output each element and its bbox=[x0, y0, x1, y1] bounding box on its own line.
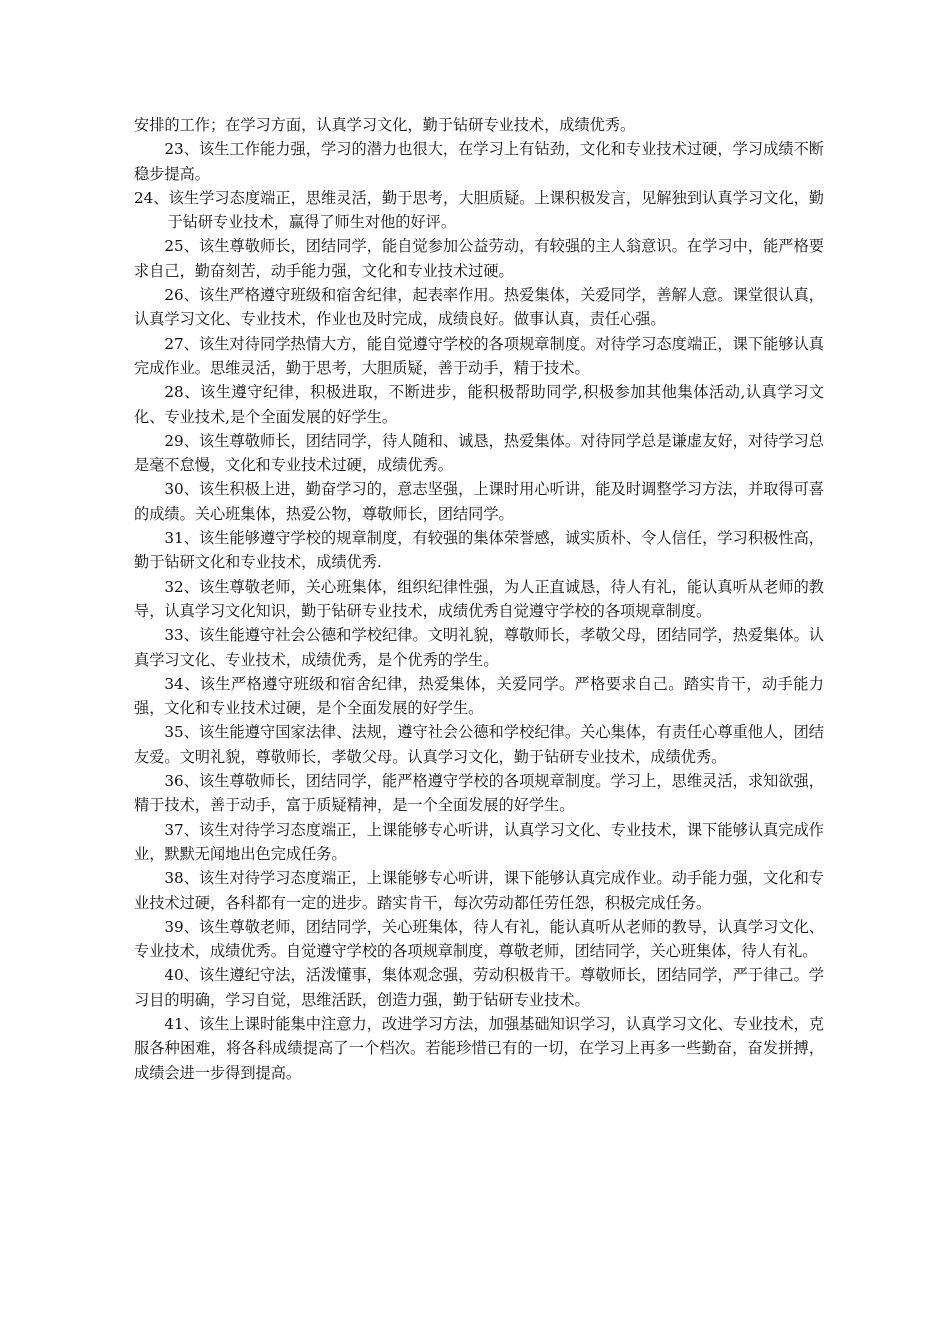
comment-40: 40、该生遵纪守法，活泼懂事，集体观念强，劳动积极肯干。尊敬师长，团结同学，严于律己。学习目的明确，学习自觉，思维活跃，创造力强，勤于钻研专业技术。 bbox=[134, 966, 824, 1009]
comment-26: 26、该生严格遵守班级和宿舍纪律，起表率作用。热爱集体，关爱同学，善解人意。课堂很认真，认真学习文化、专业技术，作业也及时完成，成绩良好。做事认真，责任心强。 bbox=[134, 286, 824, 329]
comment-30: 30、该生积极上进，勤奋学习的，意志坚强，上课时用心听讲，能及时调整学习方法，并取得可喜的成绩。关心班集体，热爱公物，尊敬师长，团结同学。 bbox=[134, 480, 824, 523]
comment-31: 31、该生能够遵守学校的规章制度，有较强的集体荣誉感，诚实质朴、令人信任，学习积极性高，勤于钻研文化和专业技术，成绩优秀. bbox=[134, 529, 824, 572]
comment-28: 28、该生遵守纪律，积极进取，不断进步，能积极帮助同学,积极参加其他集体活动,认真学习文化、专业技术,是个全面发展的好学生。 bbox=[134, 383, 824, 426]
comment-36: 36、该生尊敬师长，团结同学，能严格遵守学校的各项规章制度。学习上，思维灵活，求知欲强，精于技术，善于动手，富于质疑精神，是一个全面发展的好学生。 bbox=[134, 772, 824, 815]
comment-25: 25、该生尊敬师长，团结同学，能自觉参加公益劳动，有较强的主人翁意识。在学习中，能严格要求自己，勤奋刻苦，动手能力强，文化和专业技术过硬。 bbox=[134, 237, 824, 280]
comment-34: 34、该生严格遵守班级和宿舍纪律，热爱集体，关爱同学。严格要求自己。踏实肯干，动手能力强，文化和专业技术过硬，是个全面发展的好学生。 bbox=[134, 674, 824, 718]
comment-37: 37、该生对待学习态度端正，上课能够专心听讲，认真学习文化、专业技术，课下能够认真完成作业，默默无闻地出色完成任务。 bbox=[134, 820, 824, 863]
comment-24: 24、该生学习态度端正，思维灵活，勤于思考，大胆质疑。上课积极发言，见解独到认真学习文化，勤于钻研专业技术，赢得了师生对他的好评。 bbox=[134, 188, 824, 232]
comment-29: 29、该生尊敬师长，团结同学，待人随和、诚恳，热爱集体。对待同学总是谦虚友好，对待学习总是毫不怠慢，文化和专业技术过硬，成绩优秀。 bbox=[134, 431, 824, 475]
comment-35: 35、该生能遵守国家法律、法规，遵守社会公德和学校纪律。关心集体，有责任心尊重他人，团结友爱。文明礼貌，尊敬师长，孝敬父母。认真学习文化，勤于钻研专业技术，成绩优秀。 bbox=[134, 723, 824, 766]
comment-27: 27、该生对待同学热情大方，能自觉遵守学校的各项规章制度。对待学习态度端正，课下能够认真完成作业。思维灵活，勤于思考，大胆质疑，善于动手，精于技术。 bbox=[134, 334, 824, 377]
paragraph-continued: 安排的工作；在学习方面，认真学习文化，勤于钻研专业技术，成绩优秀。 bbox=[134, 116, 636, 134]
comment-41: 41、该生上课时能集中注意力，改进学习方法，加强基础知识学习，认真学习文化、专业技术，克服各种困难，将各科成绩提高了一个档次。若能珍惜已有的一切，在学习上再多一些勤奋，奋发拼搏，成绩会进一步得到提高。 bbox=[134, 1014, 824, 1082]
comment-39: 39、该生尊敬老师，团结同学，关心班集体，待人有礼，能认真听从老师的教导，认真学习文化、专业技术，成绩优秀。自觉遵守学校的各项规章制度，尊敬老师，团结同学，关心班集体，待人有礼。 bbox=[134, 917, 824, 961]
comment-38: 38、该生对待学习态度端正，上课能够专心听讲，课下能够认真完成作业。动手能力强，文化和专业技术过硬，各科都有一定的进步。踏实肯干，每次劳动都任劳任怨，积极完成任务。 bbox=[134, 869, 824, 912]
comment-33: 33、该生能遵守社会公德和学校纪律。文明礼貌，尊敬师长，孝敬父母，团结同学，热爱集体。认真学习文化、专业技术，成绩优秀，是个优秀的学生。 bbox=[134, 626, 824, 669]
comment-32: 32、该生尊敬老师，关心班集体，组织纪律性强，为人正直诚恳，待人有礼，能认真听从老师的教导，认真学习文化知识，勤于钻研专业技术，成绩优秀自觉遵守学校的各项规章制度。 bbox=[134, 577, 824, 620]
document-page bbox=[134, 113, 824, 1085]
comment-23: 23、该生工作能力强，学习的潜力也很大，在学习上有钻劲，文化和专业技术过硬，学习成绩不断稳步提高。 bbox=[134, 140, 824, 183]
